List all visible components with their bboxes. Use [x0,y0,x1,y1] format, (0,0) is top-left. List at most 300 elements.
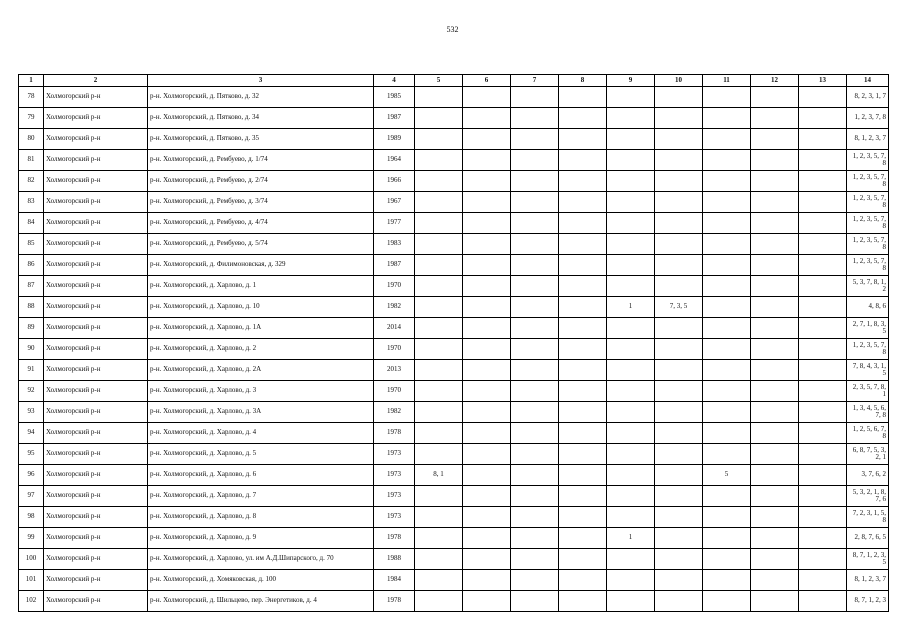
table-cell [607,507,655,528]
table-row [19,255,889,276]
table-cell: 7, 8, 4, 3, 1, 5 [847,360,889,381]
table-cell [655,318,703,339]
table-cell [607,339,655,360]
column-header: 13 [799,75,847,87]
table-cell [655,402,703,423]
table-cell [559,192,607,213]
table-cell: 1973 [374,486,415,507]
table-cell: р-н. Холмогорский, д. Харлово, д. 9 [148,528,374,549]
table-cell [799,318,847,339]
table-cell [463,108,511,129]
table-cell [559,255,607,276]
table-cell: Холмогорский р-н [44,108,148,129]
table-cell [511,402,559,423]
table-cell: 92 [19,381,44,402]
table-cell [415,150,463,171]
table-cell [415,570,463,591]
table-cell [751,255,799,276]
table-cell [511,570,559,591]
table-cell: 5, 3, 2, 1, 8, 7, 6 [847,486,889,507]
column-header: 11 [703,75,751,87]
table-cell [415,108,463,129]
table-cell: 1982 [374,402,415,423]
table-cell [463,360,511,381]
table-cell: р-н. Холмогорский, д. Пятково, д. 35 [148,129,374,150]
table-cell [607,360,655,381]
table-cell: Холмогорский р-н [44,549,148,570]
table-cell [463,192,511,213]
table-cell [799,360,847,381]
table-cell: 1987 [374,255,415,276]
table-cell: 1973 [374,465,415,486]
table-cell [559,360,607,381]
table-cell: 83 [19,192,44,213]
table-cell: 1, 2, 3, 5, 7, 8 [847,234,889,255]
table-cell: 8, 2, 3, 1, 7 [847,87,889,108]
table-row [19,192,889,213]
table-cell [799,591,847,612]
table-cell: р-н. Холмогорский, д. Харлово, д. 2А [148,360,374,381]
table-cell: р-н. Холмогорский, д. Харлово, ул. им А.Д.Шипарского, д. 70 [148,549,374,570]
table-cell [655,339,703,360]
table-cell [799,171,847,192]
table-cell [751,591,799,612]
table-cell [607,570,655,591]
table-cell [415,591,463,612]
table-cell [655,507,703,528]
table-row [19,528,889,549]
table-cell [559,549,607,570]
table-cell [799,255,847,276]
table-cell: р-н. Холмогорский, д. Рембуево, д. 1/74 [148,150,374,171]
table-cell [415,129,463,150]
table-cell [703,276,751,297]
table-row [19,129,889,150]
table-cell: р-н. Холмогорский, д. Харлово, д. 3 [148,381,374,402]
table-row [19,591,889,612]
table-cell: 6, 8, 7, 5, 3, 2, 1 [847,444,889,465]
table-cell: р-н. Холмогорский, д. Хомяковская, д. 100 [148,570,374,591]
table-cell: 8, 7, 1, 2, 3 [847,591,889,612]
table-cell [655,486,703,507]
table-cell: 102 [19,591,44,612]
table-cell: 7, 2, 3, 1, 5, 8 [847,507,889,528]
table-cell: 1973 [374,444,415,465]
table-cell [751,423,799,444]
table-cell [607,318,655,339]
table-cell [751,507,799,528]
table-row [19,507,889,528]
table-cell [799,402,847,423]
table-cell: 78 [19,87,44,108]
table-cell: Холмогорский р-н [44,234,148,255]
table-cell: Холмогорский р-н [44,339,148,360]
table-cell: 2, 3, 5, 7, 8, 1 [847,381,889,402]
table-cell [799,276,847,297]
table-cell [799,423,847,444]
table-cell: 84 [19,213,44,234]
table-cell [751,276,799,297]
table-cell: Холмогорский р-н [44,360,148,381]
table-cell [559,423,607,444]
table-cell: р-н. Холмогорский, д. Харлово, д. 6 [148,465,374,486]
table-cell: 1, 2, 3, 5, 7, 8 [847,339,889,360]
table-cell [751,528,799,549]
table-cell [655,528,703,549]
table-row [19,444,889,465]
table-row [19,402,889,423]
column-header: 10 [655,75,703,87]
table-row [19,276,889,297]
table-cell: р-н. Холмогорский, д. Харлово, д. 8 [148,507,374,528]
table-cell [751,318,799,339]
table-cell [799,108,847,129]
table-cell [751,192,799,213]
table-cell: 82 [19,171,44,192]
table-cell [463,87,511,108]
table-cell [703,507,751,528]
table-cell [751,108,799,129]
table-cell: р-н. Холмогорский, д. Пятково, д. 32 [148,87,374,108]
table-cell [463,591,511,612]
table-cell [511,381,559,402]
table-cell [655,276,703,297]
table-cell [799,150,847,171]
table-cell [463,570,511,591]
table-cell: Холмогорский р-н [44,171,148,192]
table-cell [511,444,559,465]
table-cell [463,381,511,402]
table-cell: Холмогорский р-н [44,528,148,549]
table-cell [607,276,655,297]
table-cell [607,150,655,171]
table-cell: 1, 2, 3, 5, 7, 8 [847,255,889,276]
table-cell [751,297,799,318]
column-header: 5 [415,75,463,87]
table-cell [751,129,799,150]
table-cell: р-н. Холмогорский, д. Пятково, д. 34 [148,108,374,129]
table-cell [703,129,751,150]
table-cell [511,465,559,486]
table-cell [703,486,751,507]
table-cell [463,318,511,339]
table-cell [607,213,655,234]
table-cell: 95 [19,444,44,465]
table-cell [463,171,511,192]
table-cell: 3, 7, 6, 2 [847,465,889,486]
table-cell [559,129,607,150]
table-cell [751,570,799,591]
table-cell [559,108,607,129]
table-cell [655,549,703,570]
table-cell: р-н. Холмогорский, д. Рембуево, д. 4/74 [148,213,374,234]
table-cell [559,486,607,507]
table-cell: Холмогорский р-н [44,255,148,276]
table-cell: 2013 [374,360,415,381]
table-row [19,549,889,570]
table-cell [559,87,607,108]
table-cell [607,192,655,213]
table-cell: 1983 [374,234,415,255]
table-cell: 1, 2, 3, 5, 7, 8 [847,150,889,171]
table-cell [751,87,799,108]
table-cell [751,213,799,234]
table-cell [703,570,751,591]
table-cell: 1970 [374,276,415,297]
table-cell: Холмогорский р-н [44,192,148,213]
table-cell [415,213,463,234]
table-cell [751,234,799,255]
table-cell: 1 [607,528,655,549]
table-cell [559,507,607,528]
table-row [19,570,889,591]
table-cell [463,129,511,150]
table-cell [751,465,799,486]
table-cell [799,192,847,213]
column-header: 3 [148,75,374,87]
table-cell [415,297,463,318]
table-cell [463,507,511,528]
table-row [19,150,889,171]
table-cell [703,591,751,612]
table-cell [655,87,703,108]
table-cell: 8, 1, 2, 3, 7 [847,570,889,591]
table-cell [703,192,751,213]
column-header: 9 [607,75,655,87]
table-cell: р-н. Холмогорский, д. Рембуево, д. 2/74 [148,171,374,192]
table-cell [415,528,463,549]
table-cell [463,402,511,423]
table-cell [655,465,703,486]
table-cell: 1978 [374,423,415,444]
table-cell: 101 [19,570,44,591]
table-cell: 5 [703,465,751,486]
table-cell [559,171,607,192]
table-cell [415,444,463,465]
table-cell [559,591,607,612]
table-cell [799,129,847,150]
table-cell [559,318,607,339]
table-cell [415,360,463,381]
table-cell [559,402,607,423]
table-cell: Холмогорский р-н [44,129,148,150]
table-cell: 1, 2, 3, 5, 7, 8 [847,192,889,213]
table-cell [511,297,559,318]
table-cell [703,255,751,276]
table-cell [751,360,799,381]
table-row [19,486,889,507]
table-cell [559,528,607,549]
table-cell [463,423,511,444]
table-cell: 1, 2, 3, 7, 8 [847,108,889,129]
table-cell [559,234,607,255]
table-cell [799,507,847,528]
table-cell: 97 [19,486,44,507]
table-cell: 89 [19,318,44,339]
table-cell [607,465,655,486]
table-cell: р-н. Холмогорский, д. Харлово, д. 1 [148,276,374,297]
table-cell: Холмогорский р-н [44,507,148,528]
table-cell [703,108,751,129]
table-cell: 1, 2, 3, 5, 7, 8 [847,171,889,192]
column-header: 7 [511,75,559,87]
table-row [19,87,889,108]
table-cell [751,549,799,570]
table-cell [559,150,607,171]
table-cell: р-н. Холмогорский, д. Филимоновская, д. 329 [148,255,374,276]
table-cell: 85 [19,234,44,255]
table-cell [607,255,655,276]
table-cell: 1973 [374,507,415,528]
table-cell [511,318,559,339]
table-cell [415,87,463,108]
table-cell [799,213,847,234]
table-cell: 1988 [374,549,415,570]
table-row [19,171,889,192]
column-header: 1 [19,75,44,87]
table-cell [463,255,511,276]
table-cell [463,150,511,171]
table-cell [415,171,463,192]
table-cell [703,171,751,192]
table-cell [511,423,559,444]
table-row [19,234,889,255]
table-cell: р-н. Холмогорский, д. Харлово, д. 10 [148,297,374,318]
table-cell [415,402,463,423]
table-cell [799,444,847,465]
table-cell: 1978 [374,591,415,612]
table-cell [511,507,559,528]
table-cell: 2, 7, 1, 8, 3, 5 [847,318,889,339]
table-cell [511,234,559,255]
table-cell [607,444,655,465]
table-cell [751,381,799,402]
housing-registry-table [18,74,889,612]
table-cell [751,402,799,423]
table-cell [703,297,751,318]
column-header: 12 [751,75,799,87]
table-cell [511,192,559,213]
table-cell [703,381,751,402]
page-number: 532 [446,25,459,34]
table-cell [415,234,463,255]
table-cell [655,192,703,213]
table-cell [799,339,847,360]
table-cell: р-н. Холмогорский, д. Шильцево, пер. Энергетиков, д. 4 [148,591,374,612]
table-cell: 8, 1 [415,465,463,486]
table-cell: 99 [19,528,44,549]
table-cell [559,444,607,465]
table-cell [511,150,559,171]
table-cell [463,276,511,297]
table-cell [799,465,847,486]
table-cell: 100 [19,549,44,570]
table-cell [463,465,511,486]
table-cell: 1989 [374,129,415,150]
table-cell [655,150,703,171]
table-cell [655,423,703,444]
table-cell: Холмогорский р-н [44,465,148,486]
table-body [19,87,889,612]
table-cell [607,129,655,150]
table-cell: 8, 7, 1, 2, 3, 5 [847,549,889,570]
table-cell [463,444,511,465]
table-cell [415,381,463,402]
table-cell [463,486,511,507]
table-cell [511,528,559,549]
table-cell [511,108,559,129]
table-cell [655,171,703,192]
table-cell: Холмогорский р-н [44,297,148,318]
table-cell [463,339,511,360]
table-cell [607,171,655,192]
table-cell [703,549,751,570]
table-cell: 1, 2, 3, 5, 7, 8 [847,213,889,234]
table-cell: 1987 [374,108,415,129]
table-cell [703,234,751,255]
table-cell: Холмогорский р-н [44,591,148,612]
table-cell [463,528,511,549]
column-header: 2 [44,75,148,87]
table-cell: 90 [19,339,44,360]
table-cell: 93 [19,402,44,423]
table-cell [607,87,655,108]
table-cell [751,339,799,360]
table-cell [415,276,463,297]
table-cell: 80 [19,129,44,150]
table-cell: 1970 [374,339,415,360]
table-cell: Холмогорский р-н [44,87,148,108]
table-cell: 98 [19,507,44,528]
table-cell: 1 [607,297,655,318]
table-cell [607,549,655,570]
table-cell: 94 [19,423,44,444]
table-cell: 8, 1, 2, 3, 7 [847,129,889,150]
table-cell [655,108,703,129]
table-cell [559,339,607,360]
table-cell: 1967 [374,192,415,213]
table-row [19,423,889,444]
table-cell [415,507,463,528]
table-cell: р-н. Холмогорский, д. Харлово, д. 2 [148,339,374,360]
table-row [19,381,889,402]
table-cell [511,591,559,612]
table-cell [655,129,703,150]
table-cell [655,591,703,612]
table-cell [655,255,703,276]
table-cell [415,192,463,213]
table-cell [799,528,847,549]
table-cell [415,255,463,276]
table-cell [703,423,751,444]
table-cell [607,486,655,507]
column-header: 14 [847,75,889,87]
table-cell [463,234,511,255]
table-cell [511,486,559,507]
table-cell [799,570,847,591]
table-cell [415,423,463,444]
table-cell [799,549,847,570]
table-cell: Холмогорский р-н [44,150,148,171]
table-cell [559,213,607,234]
table-row [19,108,889,129]
table-cell [511,213,559,234]
table-cell [703,360,751,381]
table-cell: 1966 [374,171,415,192]
table-cell [607,108,655,129]
table-cell: р-н. Холмогорский, д. Харлово, д. 7 [148,486,374,507]
table-cell [703,528,751,549]
